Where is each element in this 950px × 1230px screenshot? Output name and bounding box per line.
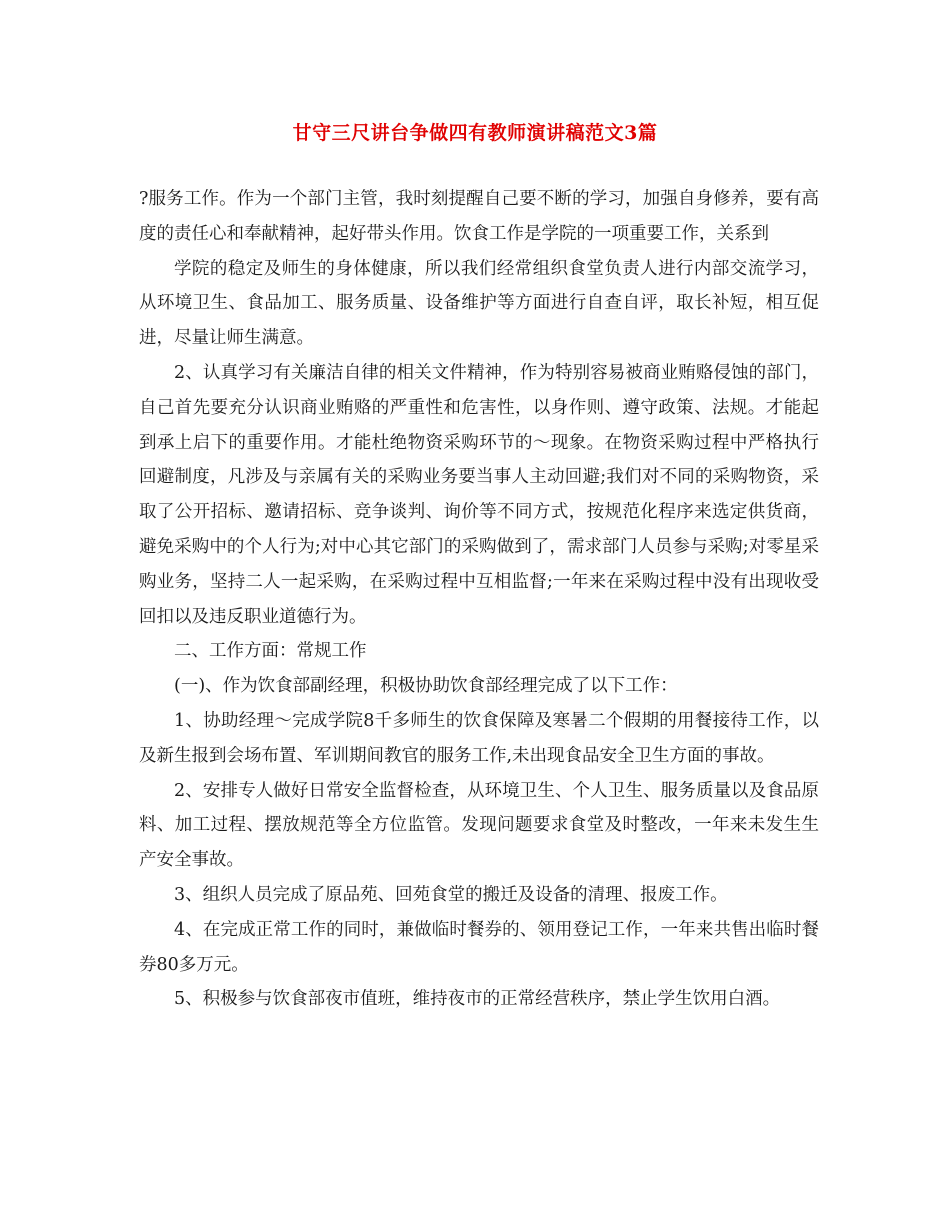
document-title: 甘守三尺讲台争做四有教师演讲稿范文3篇 — [292, 122, 658, 144]
list-item-3: 3、组织人员完成了原品苑、回苑食堂的搬迁及设备的清理、报废工作。 — [174, 884, 728, 905]
document-body — [139, 182, 819, 1017]
list-item-2: 2、安排专人做好日常安全监督检查，从环境卫生、个人卫生、服务质量以及食品原料、加工过程、摆放规范等全方位监管。发现问题要求食堂及时整改，一年来未发生生产安全事故。 — [139, 780, 819, 871]
paragraph-2: 学院的稳定及师生的身体健康，所以我们经常组织食堂负责人进行内部交流学习，从环境卫生、食品加工、服务质量、设备维护等方面进行自查自评，取长补短，相互促进，尽量让师生满意。 — [139, 258, 819, 349]
list-item-4: 4、在完成正常工作的同时，兼做临时餐券的、领用登记工作，一年来共售出临时餐券80多万元。 — [139, 919, 819, 975]
section-heading: 二、工作方面：常规工作 — [174, 641, 367, 662]
list-item-1: 1、协助经理～完成学院8千多师生的饮食保障及寒暑二个假期的用餐接待工作，以及新生报到会场布置、军训期间教官的服务工作,未出现食品安全卫生方面的事故。 — [139, 710, 819, 766]
paragraph-1: ?服务工作。作为一个部门主管，我时刻提醒自己要不断的学习，加强自身修养，要有高度的责任心和奉献精神，起好带头作用。饮食工作是学院的一项重要工作，关系到 — [139, 189, 819, 244]
list-item-5: 5、积极参与饮食部夜市值班，维持夜市的正常经营秩序，禁止学生饮用白酒。 — [174, 989, 781, 1010]
paragraph-3: 2、认真学习有关廉洁自律的相关文件精神，作为特别容易被商业贿赂侵蚀的部门，自己首先要充分认识商业贿赂的严重性和危害性，以身作则、遵守政策、法规。才能起到承上启下的重要作用。才能杜绝物资采购环节的～现象。在物资采购过程中严格执行回避制度，凡涉及与亲属有关的采购业务要当事人主动回避;我们对不同的采购物资，采取了公开招标、邀请招标、竞争谈判、询价等不同方式，按规范化程序来选定供货商，避免采购中的个人行为;对中心其它部门的采购做到了，需求部门人员参与采购;对零星采购业务，坚持二人一起采购，在采购过程中互相监督;一年来在采购过程中没有出现收受回扣以及违反职业道德行为。 — [139, 362, 819, 627]
subsection-heading: (一)、作为饮食部副经理，积极协助饮食部经理完成了以下工作： — [174, 676, 678, 697]
